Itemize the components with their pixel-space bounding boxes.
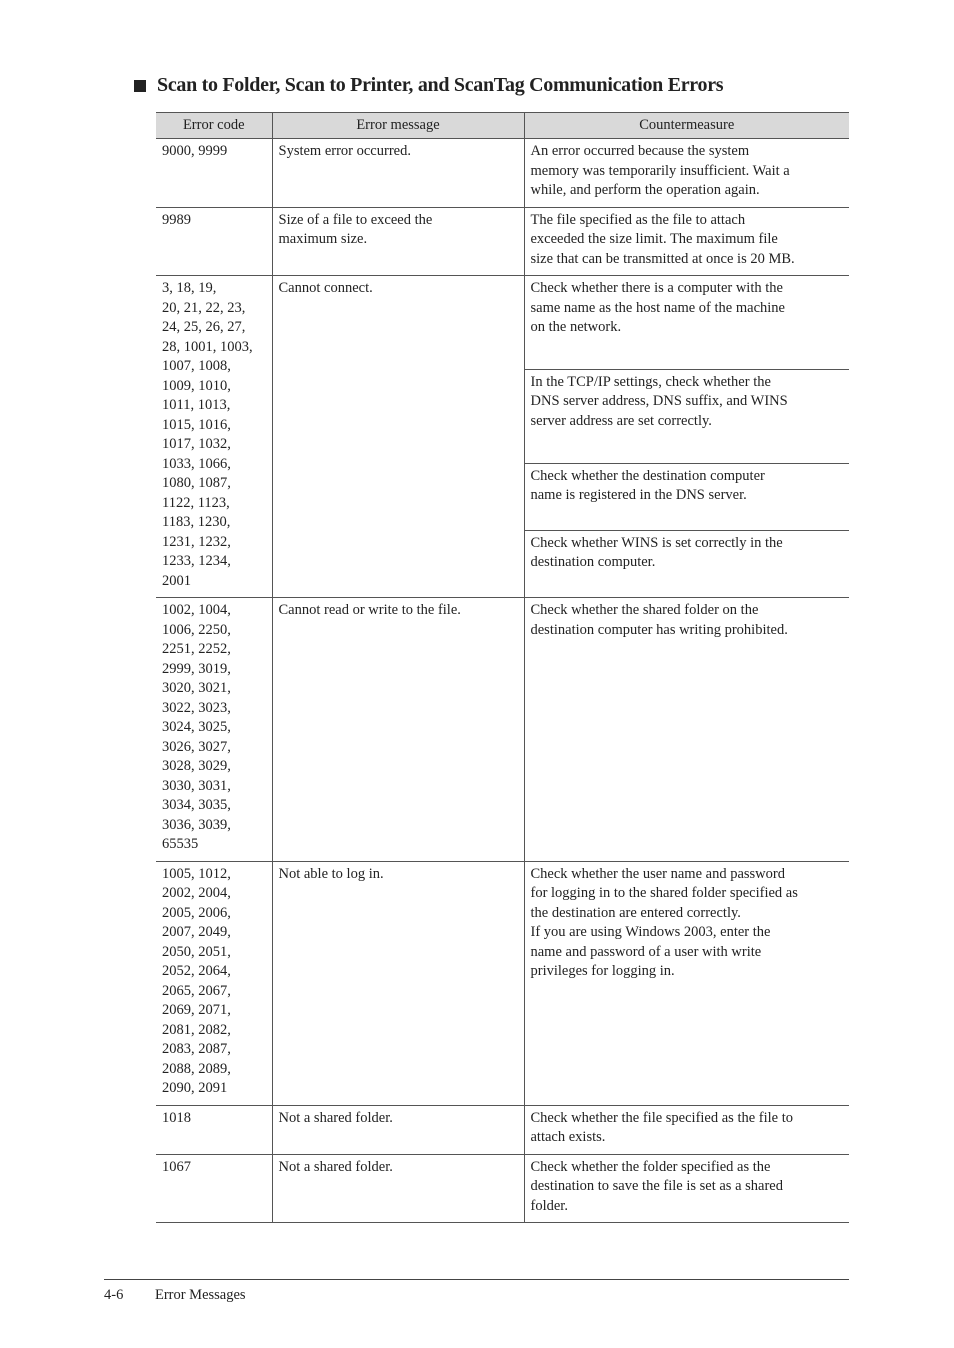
countermeasure-cell: Check whether the shared folder on the destination computer has writing prohibited. [524, 598, 849, 862]
error-message-cell: Size of a file to exceed the maximum size. [272, 207, 524, 276]
section-heading [134, 74, 894, 97]
error-code-cell: 3, 18, 19, 20, 21, 22, 23, 24, 25, 26, 27, 28, 1001, 1003, 1007, 1008, 1009, 1010, 1011, 1013, 1015, 1016, 1017, 1032, 1033, 1066, 1080, 1087, 1122, 1123, 1183, 1230, 1231, 1232, 1233, 1234, 2001 [156, 276, 272, 598]
error-message-cell: Cannot read or write to the file. [272, 598, 524, 862]
table-row [156, 139, 849, 208]
table-row [156, 861, 849, 1105]
table-body [156, 139, 849, 1223]
header-countermeasure: Countermeasure [524, 113, 849, 139]
error-code-cell: 9000, 9999 [156, 139, 272, 208]
countermeasure-cell: Check whether the destination computer name is registered in the DNS server. [524, 463, 849, 530]
countermeasure-cell: Check whether the folder specified as the destination to save the file is set as a shared folder. [524, 1154, 849, 1223]
footer-section-name: Error Messages [154, 1287, 246, 1303]
error-message-cell: Not a shared folder. [272, 1154, 524, 1223]
error-code-cell: 1005, 1012, 2002, 2004, 2005, 2006, 2007, 2049, 2050, 2051, 2052, 2064, 2065, 2067, 2069, 2071, 2081, 2082, 2083, 2087, 2088, 2089, 2090, 2091 [156, 861, 272, 1105]
countermeasure-cell: Check whether WINS is set correctly in the destination computer. [524, 530, 849, 597]
table-row [156, 1154, 849, 1223]
error-code-cell: 1067 [156, 1154, 272, 1223]
error-message-cell: Not able to log in. [272, 861, 524, 1105]
table-row [156, 598, 849, 862]
error-message-cell: Cannot connect. [272, 276, 524, 598]
table-row [156, 1105, 849, 1154]
countermeasure-cell: Check whether the user name and password for logging in to the shared folder specified as the destination are entered correctly. If you are using Windows 2003, enter the name and password of a user with write privileges for logging in. [524, 861, 849, 1105]
page-number: 4-6 [104, 1287, 124, 1303]
header-error-code: Error code [156, 113, 272, 139]
footer-rule [104, 1279, 849, 1280]
error-code-cell: 9989 [156, 207, 272, 276]
error-message-cell: Not a shared folder. [272, 1105, 524, 1154]
page-footer [104, 1287, 274, 1304]
countermeasure-cell: Check whether the file specified as the file to attach exists. [524, 1105, 849, 1154]
error-table [156, 112, 849, 1223]
countermeasure-cell: An error occurred because the system memory was temporarily insufficient. Wait a while, and perform the operation again. [524, 139, 849, 208]
square-bullet-icon [134, 80, 146, 92]
table-row [156, 207, 849, 276]
error-code-cell: 1018 [156, 1105, 272, 1154]
error-code-cell: 1002, 1004, 1006, 2250, 2251, 2252, 2999, 3019, 3020, 3021, 3022, 3023, 3024, 3025, 3026, 3027, 3028, 3029, 3030, 3031, 3034, 3035, 3036, 3039, 65535 [156, 598, 272, 862]
section-title: Scan to Folder, Scan to Printer, and ScanTag Communication Errors [157, 74, 724, 96]
header-error-message: Error message [272, 113, 524, 139]
table-row [156, 276, 849, 370]
countermeasure-cell: In the TCP/IP settings, check whether the DNS server address, DNS suffix, and WINS server address are set correctly. [524, 369, 849, 463]
error-message-cell: System error occurred. [272, 139, 524, 208]
countermeasure-cell: Check whether there is a computer with the same name as the host name of the machine on the network. [524, 276, 849, 370]
countermeasure-cell: The file specified as the file to attach exceeded the size limit. The maximum file size that can be transmitted at once is 20 MB. [524, 207, 849, 276]
table-header-row [156, 113, 849, 139]
